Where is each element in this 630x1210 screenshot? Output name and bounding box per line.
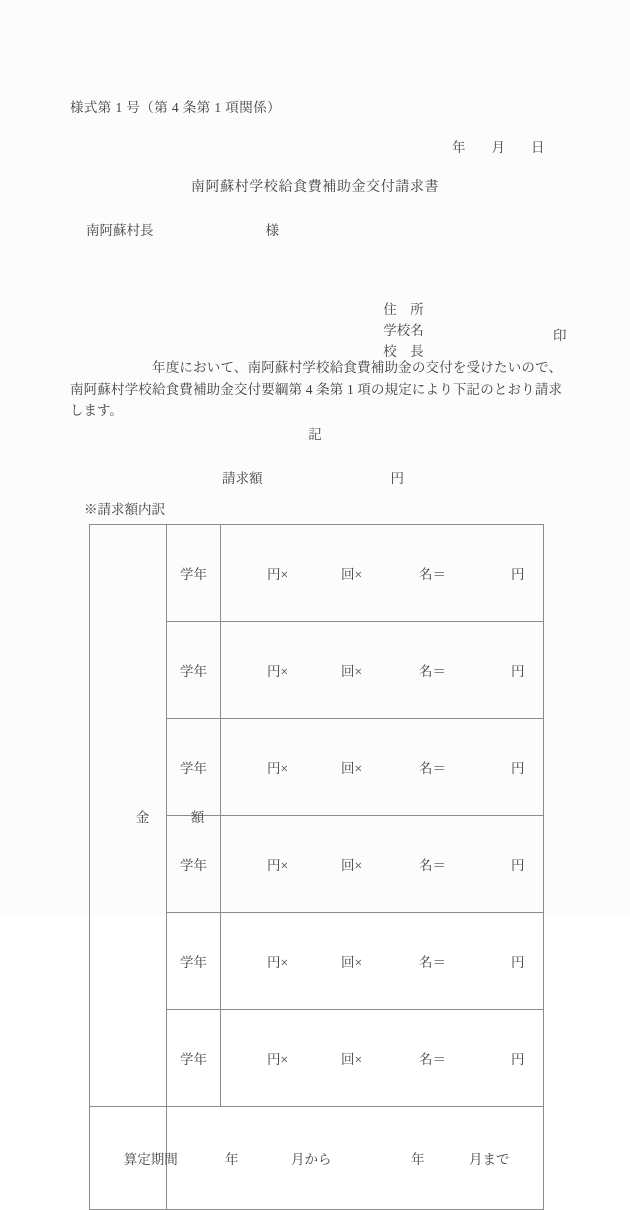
- people-equals-token: 名＝: [419, 955, 446, 970]
- seal-mark-icon: 印: [553, 328, 567, 343]
- people-equals-token: 名＝: [419, 1052, 446, 1067]
- addressee-name: 南阿蘇村長: [86, 223, 154, 238]
- claim-amount-label: 請求額: [222, 471, 263, 486]
- times-count-token: 回×: [341, 664, 363, 679]
- page-title: 南阿蘇村学校給食費補助金交付請求書: [190, 180, 440, 195]
- period-from-year: 年: [225, 1152, 239, 1167]
- yen-result-token: 円: [511, 955, 525, 970]
- yen-result-token: 円: [511, 664, 525, 679]
- amount-label-text: 金 額: [135, 809, 219, 825]
- table-row: [90, 525, 544, 622]
- body-paragraph: 年度において、南阿蘇村学校給食費補助金の交付を受けたいので、南阿蘇村学校給食費補助金交付要綱第 4 条第 1 項の規定により下記のとおり請求します。: [70, 360, 562, 418]
- grade-label: 学年: [180, 567, 207, 582]
- grade-cell[interactable]: [167, 1010, 221, 1107]
- date-entry-line: [452, 141, 545, 155]
- yen-times-token: 円×: [267, 664, 289, 679]
- date-month-label: 月: [491, 140, 505, 155]
- applicant-school-row: [363, 303, 424, 338]
- calculation-cell[interactable]: [221, 719, 544, 816]
- date-year-label: 年: [452, 140, 466, 155]
- yen-times-token: 円×: [267, 567, 289, 582]
- grade-cell[interactable]: [167, 913, 221, 1010]
- times-count-token: 回×: [341, 955, 363, 970]
- period-to-year: 年: [411, 1152, 425, 1167]
- ki-marker: 記: [308, 427, 322, 442]
- yen-result-token: 円: [511, 1052, 525, 1067]
- addressee-honorific: 様: [265, 223, 279, 238]
- period-to-month: 月まで: [469, 1152, 510, 1167]
- breakdown-caption: ※請求額内訳: [84, 502, 165, 517]
- yen-result-token: 円: [511, 761, 525, 776]
- period-label: 算定期間: [123, 1152, 178, 1167]
- times-count-token: 回×: [341, 567, 363, 582]
- calculation-cell[interactable]: [221, 1010, 544, 1107]
- claim-amount-unit: 円: [390, 471, 404, 486]
- addressee-line: [86, 224, 279, 238]
- calculation-cell[interactable]: [221, 913, 544, 1010]
- grade-cell[interactable]: [167, 622, 221, 719]
- applicant-address-row: [363, 282, 424, 317]
- period-label-cell: [90, 1107, 178, 1210]
- applicant-principal-label: 校 長: [383, 344, 424, 359]
- yen-result-token: 円: [511, 858, 525, 873]
- people-equals-token: 名＝: [419, 664, 446, 679]
- period-value-cell[interactable]: [167, 1107, 544, 1210]
- grade-label: 学年: [180, 1052, 207, 1067]
- people-equals-token: 名＝: [419, 858, 446, 873]
- calculation-cell[interactable]: [221, 816, 544, 913]
- grade-cell[interactable]: [167, 719, 221, 816]
- date-day-label: 日: [531, 140, 545, 155]
- yen-result-token: 円: [511, 567, 525, 582]
- calculation-cell[interactable]: [221, 622, 544, 719]
- times-count-token: 回×: [341, 761, 363, 776]
- yen-times-token: 円×: [267, 761, 289, 776]
- yen-times-token: 円×: [267, 955, 289, 970]
- claim-amount-line: [222, 467, 404, 487]
- grade-label: 学年: [180, 664, 207, 679]
- period-from-month: 月から: [291, 1152, 332, 1167]
- grade-cell[interactable]: [167, 525, 221, 622]
- applicant-principal-row: [363, 324, 567, 359]
- times-count-token: 回×: [341, 1052, 363, 1067]
- grade-label: 学年: [180, 761, 207, 776]
- times-count-token: 回×: [341, 858, 363, 873]
- calculation-cell[interactable]: [221, 525, 544, 622]
- breakdown-table: [89, 524, 544, 1210]
- applicant-info-block: [363, 282, 567, 359]
- applicant-address-label: 住 所: [383, 302, 424, 317]
- people-equals-token: 名＝: [419, 567, 446, 582]
- grade-label: 学年: [180, 858, 207, 873]
- grade-cell[interactable]: [167, 816, 221, 913]
- table-row: [90, 1107, 544, 1210]
- form-number: 様式第 1 号（第 4 条第 1 項関係）: [70, 100, 281, 115]
- yen-times-token: 円×: [267, 858, 289, 873]
- yen-times-token: 円×: [267, 1052, 289, 1067]
- grade-label: 学年: [180, 955, 207, 970]
- applicant-school-label: 学校名: [383, 323, 424, 338]
- people-equals-token: 名＝: [419, 761, 446, 776]
